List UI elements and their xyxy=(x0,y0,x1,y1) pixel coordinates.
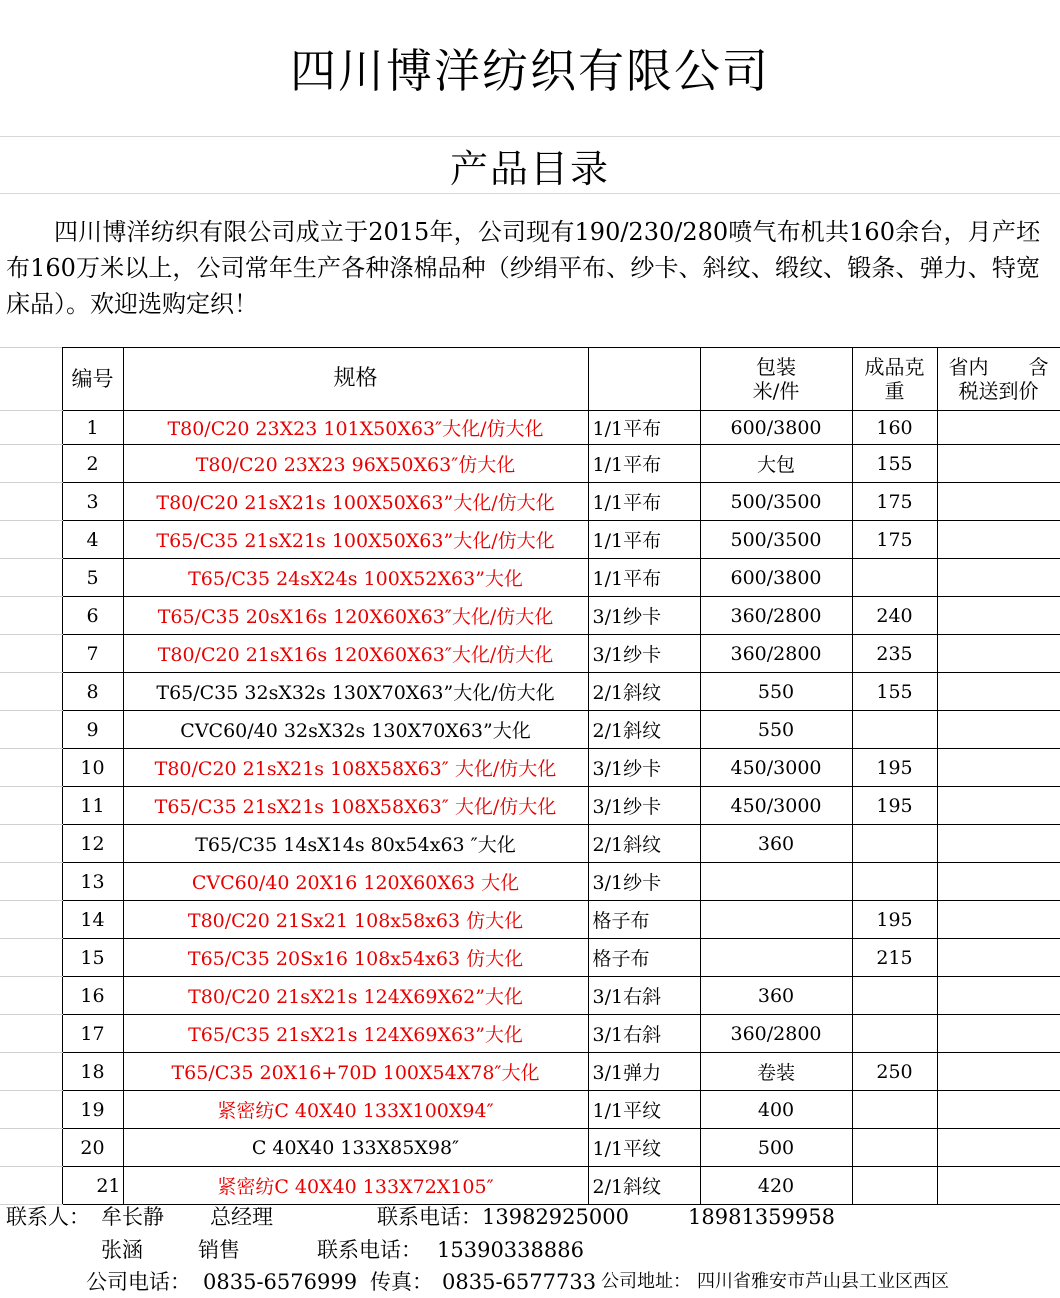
table-row xyxy=(0,597,1060,635)
row-price xyxy=(937,939,1060,977)
table-row xyxy=(0,521,1060,559)
table-row xyxy=(0,673,1060,711)
row-no: 1 xyxy=(62,411,123,445)
row-weave: 3/1弹力 xyxy=(588,1053,700,1091)
product-table xyxy=(0,347,1060,1205)
contact-name-1: 牟长静 xyxy=(101,1205,164,1229)
table-row xyxy=(0,1091,1060,1129)
row-weight: 195 xyxy=(852,787,937,825)
row-price xyxy=(937,483,1060,521)
row-weave: 2/1斜纹 xyxy=(588,825,700,863)
row-pack: 360/2800 xyxy=(700,1015,852,1053)
row-blank xyxy=(0,1167,62,1205)
contact-phone-2: 15390338886 xyxy=(437,1238,584,1262)
row-weave: 2/1斜纹 xyxy=(588,1167,700,1205)
row-price xyxy=(937,1091,1060,1129)
catalog-title: 产品目录 xyxy=(0,137,1060,194)
row-weave: 1/1平布 xyxy=(588,445,700,483)
row-pack: 360/2800 xyxy=(700,635,852,673)
row-no: 7 xyxy=(62,635,123,673)
row-no: 21 xyxy=(62,1167,123,1205)
row-no: 10 xyxy=(62,749,123,787)
row-no: 14 xyxy=(62,901,123,939)
row-pack: 420 xyxy=(700,1167,852,1205)
header-spec: 规格 xyxy=(123,348,588,411)
row-price xyxy=(937,977,1060,1015)
fax-number: 0835-6577733 xyxy=(442,1270,597,1294)
row-blank xyxy=(0,1091,62,1129)
address-label: 公司地址： xyxy=(601,1271,691,1292)
table-row xyxy=(0,483,1060,521)
row-weight: 175 xyxy=(852,483,937,521)
company-intro: 四川博洋纺织有限公司成立于2015年，公司现有190/230/280喷气布机共160余台，月产坯布160万米以上，公司常年生产各种涤棉品种（纱绢平布、纱卡、斜纹、缎纹、锻条、弹力、特宽床品）。欢迎选购定织！ xyxy=(6,218,1040,318)
header-pack-line1: 包装 xyxy=(756,355,796,379)
header-weight-line1: 成品克 xyxy=(864,355,925,379)
row-no: 12 xyxy=(62,825,123,863)
row-weave: 3/1右斜 xyxy=(588,977,700,1015)
row-spec: T65/C35 21sX21s 100X50X63”大化/仿大化 xyxy=(123,521,588,559)
table-row xyxy=(0,1053,1060,1091)
row-price xyxy=(937,787,1060,825)
header-no: 编号 xyxy=(62,348,123,411)
table-row xyxy=(0,901,1060,939)
row-spec: T65/C35 20Sx16 108x54x63 仿大化 xyxy=(123,939,588,977)
row-spec: T65/C35 20sX16s 120X60X63″大化/仿大化 xyxy=(123,597,588,635)
row-weave: 3/1纱卡 xyxy=(588,749,700,787)
row-spec: T80/C20 23X23 101X50X63″大化/仿大化 xyxy=(123,411,588,445)
table-row xyxy=(0,787,1060,825)
table-row xyxy=(0,1015,1060,1053)
row-blank xyxy=(0,939,62,977)
row-weave: 1/1平布 xyxy=(588,521,700,559)
contact-role-1: 总经理 xyxy=(210,1205,273,1229)
row-spec: T65/C35 32sX32s 130X70X63”大化/仿大化 xyxy=(123,673,588,711)
row-pack: 360 xyxy=(700,977,852,1015)
row-price xyxy=(937,635,1060,673)
row-no: 15 xyxy=(62,939,123,977)
row-no: 3 xyxy=(62,483,123,521)
row-price xyxy=(937,521,1060,559)
row-pack: 卷装 xyxy=(700,1053,852,1091)
table-header-row xyxy=(0,348,1060,411)
header-weight xyxy=(852,348,937,411)
row-pack: 500 xyxy=(700,1129,852,1167)
row-no: 5 xyxy=(62,559,123,597)
row-blank xyxy=(0,635,62,673)
table-row xyxy=(0,863,1060,901)
contact-line-2 xyxy=(0,1234,1060,1266)
row-weight xyxy=(852,1167,937,1205)
row-no: 18 xyxy=(62,1053,123,1091)
row-weave: 1/1平纹 xyxy=(588,1091,700,1129)
row-pack: 600/3800 xyxy=(700,411,852,445)
row-price xyxy=(937,1129,1060,1167)
row-pack: 600/3800 xyxy=(700,559,852,597)
row-weight: 250 xyxy=(852,1053,937,1091)
row-spec: T80/C20 21sX21s 124X69X62”大化 xyxy=(123,977,588,1015)
table-row xyxy=(0,749,1060,787)
row-price xyxy=(937,863,1060,901)
contact-line-1 xyxy=(0,1201,1060,1233)
row-weave: 3/1纱卡 xyxy=(588,597,700,635)
row-no: 6 xyxy=(62,597,123,635)
row-price xyxy=(937,1015,1060,1053)
row-spec: T80/C20 21sX21s 100X50X63”大化/仿大化 xyxy=(123,483,588,521)
row-weave: 1/1平布 xyxy=(588,411,700,445)
row-blank xyxy=(0,521,62,559)
row-weight xyxy=(852,825,937,863)
row-pack: 400 xyxy=(700,1091,852,1129)
row-no: 11 xyxy=(62,787,123,825)
row-price xyxy=(937,1167,1060,1205)
table-row xyxy=(0,559,1060,597)
row-blank xyxy=(0,977,62,1015)
row-weight: 155 xyxy=(852,445,937,483)
row-no: 2 xyxy=(62,445,123,483)
row-pack: 550 xyxy=(700,673,852,711)
row-weight: 215 xyxy=(852,939,937,977)
row-spec: T65/C35 20X16+70D 100X54X78″大化 xyxy=(123,1053,588,1091)
row-no: 13 xyxy=(62,863,123,901)
row-blank xyxy=(0,1129,62,1167)
row-price xyxy=(937,825,1060,863)
row-weave: 1/1平纹 xyxy=(588,1129,700,1167)
header-pack-line2: 米/件 xyxy=(752,379,800,403)
contact-phone-label-1: 联系电话： xyxy=(377,1205,482,1229)
row-weight: 235 xyxy=(852,635,937,673)
row-weave: 1/1平布 xyxy=(588,559,700,597)
row-pack xyxy=(700,939,852,977)
row-weave: 3/1纱卡 xyxy=(588,787,700,825)
contact-name-2: 张涵 xyxy=(101,1238,143,1262)
row-price xyxy=(937,673,1060,711)
contact-phone-1a: 13982925000 xyxy=(482,1205,629,1229)
row-blank xyxy=(0,559,62,597)
table-row xyxy=(0,411,1060,445)
row-weight xyxy=(852,1015,937,1053)
row-pack: 360 xyxy=(700,825,852,863)
row-weight xyxy=(852,1091,937,1129)
row-weave: 3/1纱卡 xyxy=(588,863,700,901)
row-pack: 360/2800 xyxy=(700,597,852,635)
row-blank xyxy=(0,597,62,635)
company-tel-label: 公司电话： xyxy=(86,1270,191,1294)
row-weight: 155 xyxy=(852,673,937,711)
row-weave: 2/1斜纹 xyxy=(588,673,700,711)
row-no: 19 xyxy=(62,1091,123,1129)
row-weight: 195 xyxy=(852,901,937,939)
row-no: 20 xyxy=(62,1129,123,1167)
row-blank xyxy=(0,825,62,863)
row-weight: 240 xyxy=(852,597,937,635)
row-price xyxy=(937,597,1060,635)
row-price xyxy=(937,559,1060,597)
row-weave: 3/1右斜 xyxy=(588,1015,700,1053)
row-weight: 160 xyxy=(852,411,937,445)
row-blank xyxy=(0,1053,62,1091)
row-weave: 3/1纱卡 xyxy=(588,635,700,673)
row-blank xyxy=(0,863,62,901)
row-weight xyxy=(852,863,937,901)
row-no: 9 xyxy=(62,711,123,749)
row-weight: 175 xyxy=(852,521,937,559)
row-pack xyxy=(700,901,852,939)
row-spec: T65/C35 14sX14s 80x54x63 ″大化 xyxy=(123,825,588,863)
row-spec: C 40X40 133X85X98″ xyxy=(123,1129,588,1167)
row-blank xyxy=(0,749,62,787)
row-pack: 450/3000 xyxy=(700,749,852,787)
row-weight xyxy=(852,977,937,1015)
row-pack: 500/3500 xyxy=(700,483,852,521)
header-blank xyxy=(0,348,62,411)
table-row xyxy=(0,825,1060,863)
header-weight-line2: 重 xyxy=(884,379,905,403)
row-pack: 550 xyxy=(700,711,852,749)
row-weight xyxy=(852,1129,937,1167)
row-weight xyxy=(852,559,937,597)
row-spec: T65/C35 21sX21s 108X58X63″ 大化/仿大化 xyxy=(123,787,588,825)
row-no: 16 xyxy=(62,977,123,1015)
row-spec: T80/C20 21sX16s 120X60X63″大化/仿大化 xyxy=(123,635,588,673)
row-blank xyxy=(0,1015,62,1053)
row-blank xyxy=(0,411,62,445)
row-weave: 2/1斜纹 xyxy=(588,711,700,749)
address: 四川省雅安市芦山县工业区西区 xyxy=(697,1271,949,1292)
row-spec: T65/C35 21sX21s 124X69X63”大化 xyxy=(123,1015,588,1053)
company-title: 四川博洋纺织有限公司 xyxy=(0,0,1060,137)
row-weave: 1/1平布 xyxy=(588,483,700,521)
row-price xyxy=(937,445,1060,483)
contact-line-3 xyxy=(0,1266,1060,1298)
row-weight: 195 xyxy=(852,749,937,787)
table-row xyxy=(0,1129,1060,1167)
table-row xyxy=(0,711,1060,749)
contact-label: 联系人： xyxy=(6,1205,90,1229)
row-price xyxy=(937,1053,1060,1091)
row-price xyxy=(937,901,1060,939)
row-blank xyxy=(0,483,62,521)
header-pack xyxy=(700,348,852,411)
row-weave: 格子布 xyxy=(588,901,700,939)
row-spec: T80/C20 23X23 96X50X63″仿大化 xyxy=(123,445,588,483)
row-blank xyxy=(0,787,62,825)
row-pack xyxy=(700,863,852,901)
row-blank xyxy=(0,901,62,939)
row-pack: 450/3000 xyxy=(700,787,852,825)
table-row xyxy=(0,1167,1060,1205)
row-pack: 大包 xyxy=(700,445,852,483)
header-price-line2: 税送到价 xyxy=(958,379,1039,403)
table-row xyxy=(0,977,1060,1015)
row-price xyxy=(937,711,1060,749)
row-blank xyxy=(0,711,62,749)
row-spec: T80/C20 21Sx21 108x58x63 仿大化 xyxy=(123,901,588,939)
row-price xyxy=(937,749,1060,787)
fax-label: 传真： xyxy=(370,1270,433,1294)
row-weight xyxy=(852,711,937,749)
company-tel: 0835-6576999 xyxy=(203,1270,358,1294)
row-weave: 格子布 xyxy=(588,939,700,977)
table-row xyxy=(0,445,1060,483)
row-blank xyxy=(0,445,62,483)
header-weave xyxy=(588,348,700,411)
row-no: 17 xyxy=(62,1015,123,1053)
table-row xyxy=(0,939,1060,977)
row-pack: 500/3500 xyxy=(700,521,852,559)
row-no: 4 xyxy=(62,521,123,559)
row-spec: T80/C20 21sX21s 108X58X63″ 大化/仿大化 xyxy=(123,749,588,787)
row-spec: CVC60/40 32sX32s 130X70X63”大化 xyxy=(123,711,588,749)
row-spec: 紧密纺C 40X40 133X72X105″ xyxy=(123,1167,588,1205)
row-no: 8 xyxy=(62,673,123,711)
row-spec: CVC60/40 20X16 120X60X63 大化 xyxy=(123,863,588,901)
row-spec: T65/C35 24sX24s 100X52X63”大化 xyxy=(123,559,588,597)
table-row xyxy=(0,635,1060,673)
row-price xyxy=(937,411,1060,445)
contact-phone-label-2: 联系电话： xyxy=(317,1238,422,1262)
row-blank xyxy=(0,673,62,711)
header-price xyxy=(937,348,1060,411)
contact-role-2: 销售 xyxy=(198,1238,240,1262)
contact-phone-1b: 18981359958 xyxy=(688,1205,835,1229)
row-spec: 紧密纺C 40X40 133X100X94″ xyxy=(123,1091,588,1129)
header-price-line1: 省内 含 xyxy=(948,355,1049,379)
